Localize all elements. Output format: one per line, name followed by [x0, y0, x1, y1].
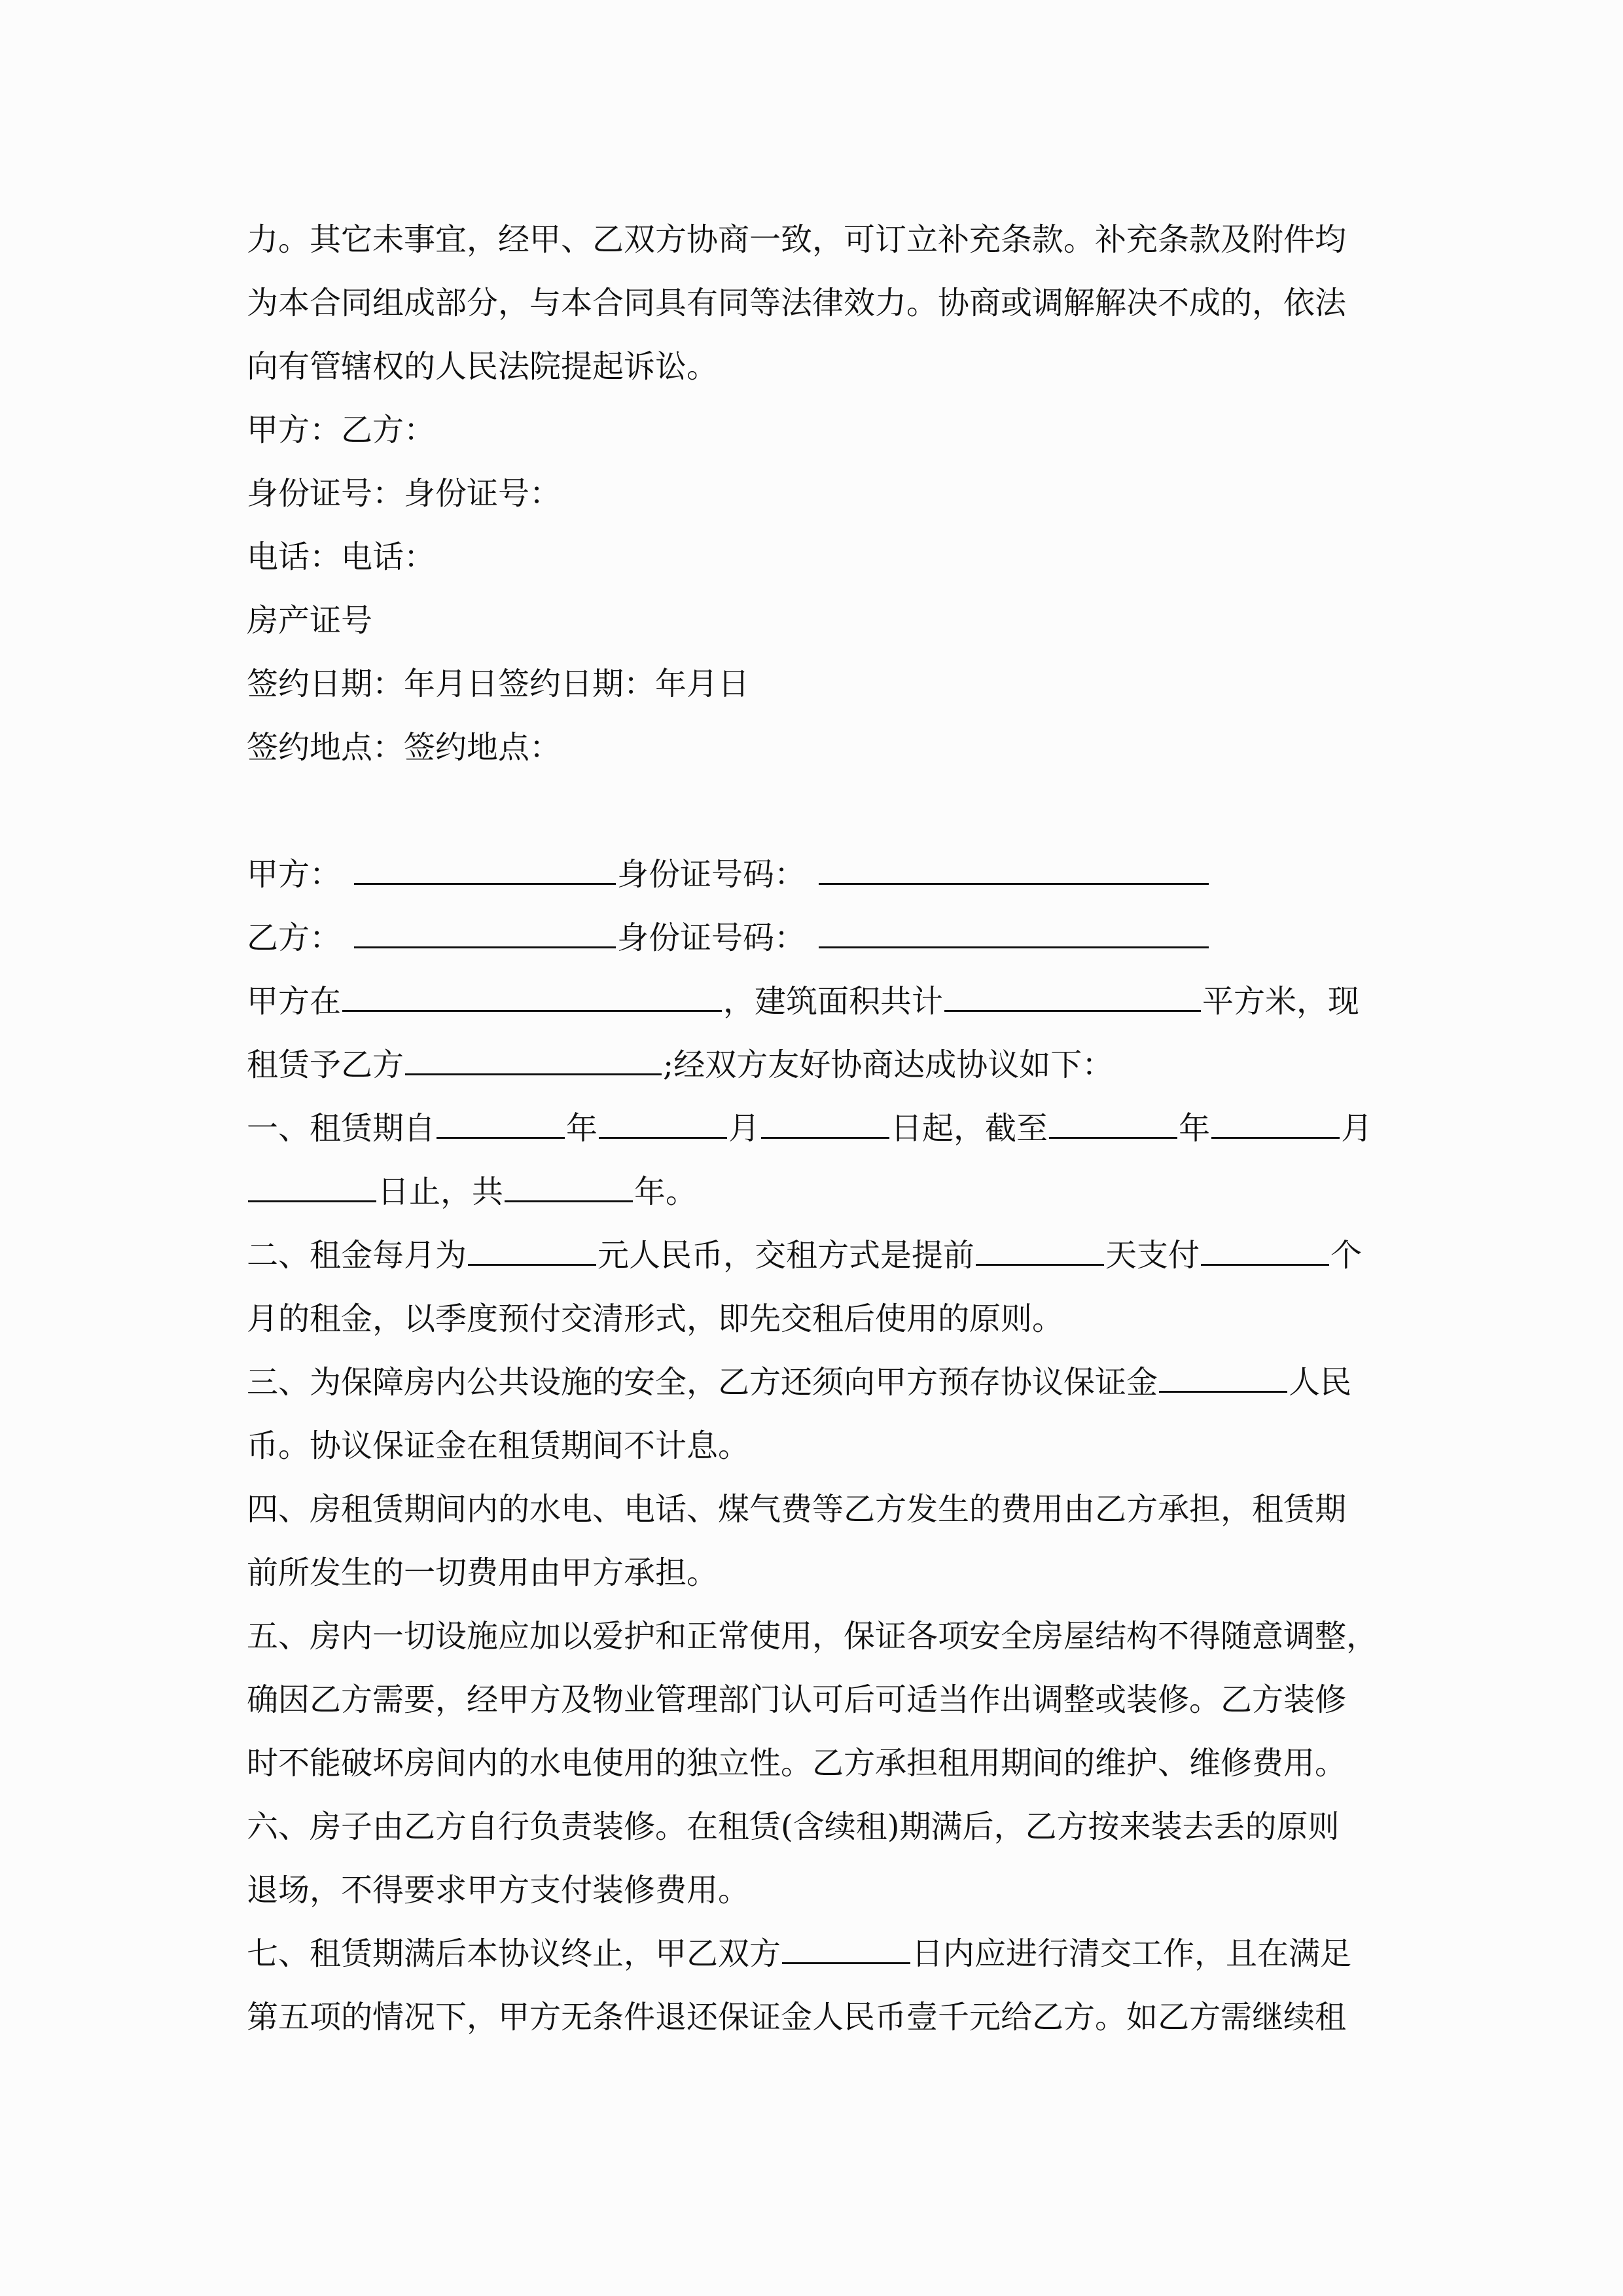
paragraph-line: 力。其它未事宜，经甲、乙双方协商一致，可订立补充条款。补充条款及附件均 — [247, 221, 1347, 258]
party-b-label: 乙方： — [247, 920, 342, 956]
deposit-field[interactable] — [1159, 1365, 1287, 1393]
clause-1-line-2 — [247, 1160, 1392, 1224]
total-years-label: 年。 — [634, 1174, 698, 1210]
party-line: 甲方：乙方： — [247, 412, 436, 448]
lease-to-label: 租赁予乙方 — [247, 1047, 404, 1083]
clause-3-line-1 — [247, 1351, 1392, 1414]
paragraph-line: 向有管辖权的人民法院提起诉讼。 — [247, 348, 719, 385]
signature-block — [247, 399, 1392, 780]
party-b-id-field[interactable] — [819, 920, 1209, 948]
area-field[interactable] — [944, 984, 1201, 1012]
sign-date-line: 签约日期：年月日签约日期：年月日 — [247, 666, 750, 702]
sign-place-line: 签约地点：签约地点： — [247, 729, 562, 766]
lessee-field[interactable] — [405, 1047, 662, 1075]
area-label: ，建筑面积共计 — [723, 983, 944, 1020]
day-start-label: 日起，截至 — [891, 1110, 1048, 1147]
year-label: 年 — [1179, 1110, 1211, 1147]
premises-location-field[interactable] — [342, 984, 722, 1012]
start-day-field[interactable] — [761, 1111, 889, 1139]
party-a-label: 甲方： — [247, 856, 342, 893]
end-day-field[interactable] — [248, 1174, 376, 1202]
month-label: 月 — [1341, 1110, 1373, 1147]
closing-clause — [247, 208, 1392, 399]
lessee-row — [247, 1033, 1392, 1097]
clause-6-line: 六、房子由乙方自行负责装修。在租赁(含续租)期满后，乙方按来装去丢的原则 — [247, 1808, 1340, 1845]
party-a-name-field[interactable] — [354, 857, 616, 885]
clause-4-line: 前所发生的一切费用由甲方承担。 — [247, 1554, 719, 1591]
days-ahead-field[interactable] — [976, 1238, 1104, 1266]
clause-7-line-1 — [247, 1922, 1392, 1986]
id-number-line: 身份证号：身份证号： — [247, 475, 562, 512]
clause-3-suffix: 人民 — [1289, 1364, 1352, 1401]
months-label: 个 — [1330, 1237, 1363, 1274]
monthly-rent-field[interactable] — [468, 1238, 596, 1266]
end-year-field[interactable] — [1049, 1111, 1177, 1139]
month-label: 月 — [728, 1110, 760, 1147]
rent-unit-label: 元人民币，交租方式是提前 — [597, 1237, 975, 1274]
year-label: 年 — [566, 1110, 598, 1147]
premises-row — [247, 970, 1392, 1033]
start-year-field[interactable] — [437, 1111, 565, 1139]
clause-2-prefix: 二、租金每月为 — [247, 1237, 467, 1274]
clause-5-line: 五、房内一切设施应加以爱护和正常使用，保证各项安全房屋结构不得随意调整， — [247, 1618, 1378, 1655]
clause-4-line: 四、房租赁期间内的水电、电话、煤气费等乙方发生的费用由乙方承担，租赁期 — [247, 1491, 1347, 1528]
party-b-row — [247, 906, 1392, 970]
end-month-field[interactable] — [1211, 1111, 1340, 1139]
clause-3-line-2: 币。协议保证金在租赁期间不计息。 — [247, 1427, 750, 1464]
clause-7-prefix: 七、租赁期满后本协议终止，甲乙双方 — [247, 1935, 781, 1972]
pay-label: 天支付 — [1105, 1237, 1200, 1274]
party-b-name-field[interactable] — [354, 920, 616, 948]
handover-days-field[interactable] — [782, 1936, 910, 1964]
party-a-id-label: 身份证号码： — [617, 856, 806, 893]
day-end-label: 日止，共 — [378, 1174, 504, 1210]
clause-3-prefix: 三、为保障房内公共设施的安全，乙方还须向甲方预存协议保证金 — [247, 1364, 1158, 1401]
party-b-id-label: 身份证号码： — [617, 920, 806, 956]
document-page — [247, 208, 1392, 2049]
start-month-field[interactable] — [599, 1111, 727, 1139]
party-a-id-field[interactable] — [819, 857, 1209, 885]
clause-1-line-1 — [247, 1097, 1392, 1160]
paragraph-line: 为本合同组成部分，与本合同具有同等法律效力。协商或调解解决不成的，依法 — [247, 285, 1347, 321]
clause-2-line-2: 月的租金，以季度预付交清形式，即先交租后使用的原则。 — [247, 1300, 1064, 1337]
premises-prefix: 甲方在 — [247, 983, 342, 1020]
months-count-field[interactable] — [1201, 1238, 1329, 1266]
section-spacer — [247, 780, 1392, 843]
total-years-field[interactable] — [505, 1174, 633, 1202]
property-cert-line: 房产证号 — [247, 602, 373, 639]
agreement-intro: ;经双方友好协商达成协议如下： — [663, 1047, 1114, 1083]
clause-7-line-2: 第五项的情况下，甲方无条件退还保证金人民币壹千元给乙方。如乙方需继续租 — [247, 1999, 1347, 2036]
lease-agreement — [247, 843, 1392, 2049]
clause-7-suffix: 日内应进行清交工作，且在满足 — [912, 1935, 1352, 1972]
phone-line: 电话：电话： — [247, 539, 436, 575]
clause-5-line: 时不能破坏房间内的水电使用的独立性。乙方承担租用期间的维护、维修费用。 — [247, 1745, 1347, 1782]
clause-1-prefix: 一、租赁期自 — [247, 1110, 436, 1147]
clause-2-line-1 — [247, 1224, 1392, 1287]
party-a-row — [247, 843, 1392, 906]
clause-6-line: 退场，不得要求甲方支付装修费用。 — [247, 1872, 750, 1909]
clause-5-line: 确因乙方需要，经甲方及物业管理部门认可后可适当作出调整或装修。乙方装修 — [247, 1681, 1347, 1718]
area-unit: 平方米，现 — [1202, 983, 1360, 1020]
